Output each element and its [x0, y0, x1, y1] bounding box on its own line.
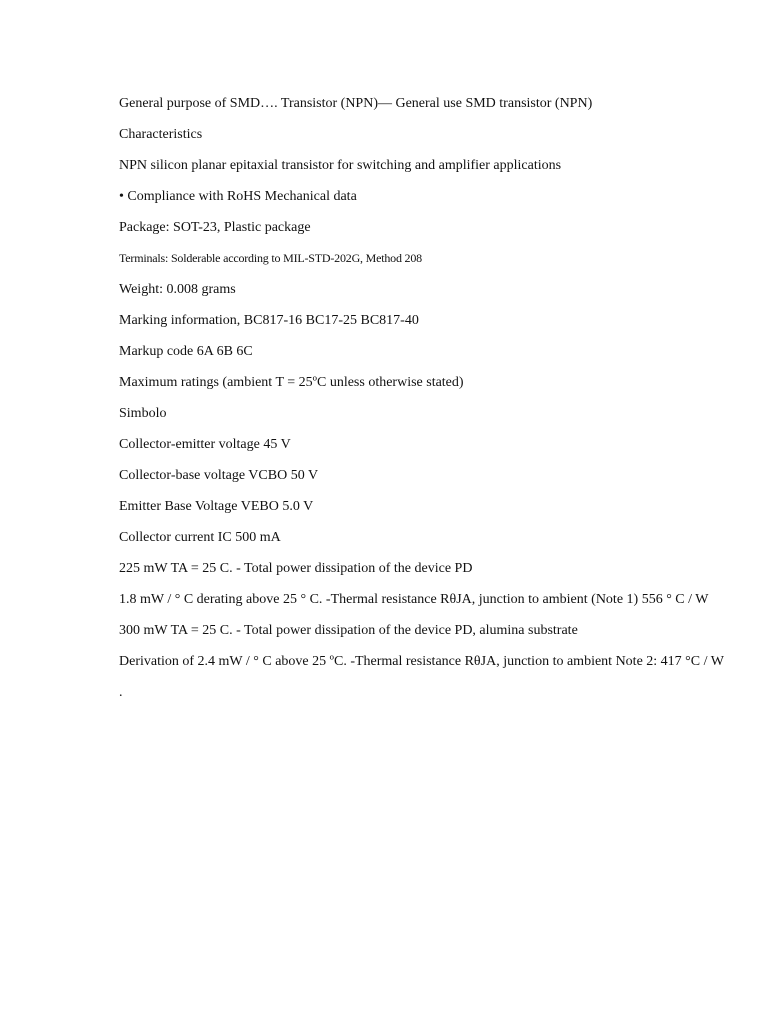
- collector-emitter-voltage: Collector-emitter voltage 45 V: [119, 437, 291, 452]
- document-page: [119, 94, 739, 714]
- collector-current: Collector current IC 500 mA: [119, 530, 281, 545]
- collector-base-voltage: Collector-base voltage VCBO 50 V: [119, 468, 319, 483]
- thermal-resistance-note-2: Derivation of 2.4 mW / ° C above 25 ºC. -Thermal resistance RθJA, junction to ambient Note 2: 417 °C / W: [119, 654, 724, 669]
- emitter-base-voltage: Emitter Base Voltage VEBO 5.0 V: [119, 499, 314, 514]
- weight-spec: Weight: 0.008 grams: [119, 282, 236, 297]
- package-spec: Package: SOT-23, Plastic package: [119, 220, 311, 235]
- trailing-period: .: [119, 685, 123, 700]
- terminals-spec: Terminals: Solderable according to MIL-STD-202G, Method 208: [119, 251, 422, 265]
- markup-code: Markup code 6A 6B 6C: [119, 344, 253, 359]
- symbol-label: Simbolo: [119, 406, 167, 421]
- document-title: General purpose of SMD…. Transistor (NPN)— General use SMD transistor (NPN): [119, 96, 593, 111]
- compliance-bullet: • Compliance with RoHS Mechanical data: [119, 189, 357, 204]
- marking-information: Marking information, BC817-16 BC17-25 BC817-40: [119, 313, 419, 328]
- maximum-ratings-heading: Maximum ratings (ambient T = 25ºC unless otherwise stated): [119, 375, 464, 390]
- section-heading-characteristics: Characteristics: [119, 127, 203, 142]
- thermal-resistance-note-1: 1.8 mW / ° C derating above 25 ° C. -Thermal resistance RθJA, junction to ambient (Note 1) 556 ° C / W: [119, 592, 709, 607]
- power-dissipation: 225 mW TA = 25 C. - Total power dissipation of the device PD: [119, 561, 473, 576]
- power-dissipation-alumina: 300 mW TA = 25 C. - Total power dissipation of the device PD, alumina substrate: [119, 623, 578, 638]
- description-text: NPN silicon planar epitaxial transistor for switching and amplifier applications: [119, 158, 562, 173]
